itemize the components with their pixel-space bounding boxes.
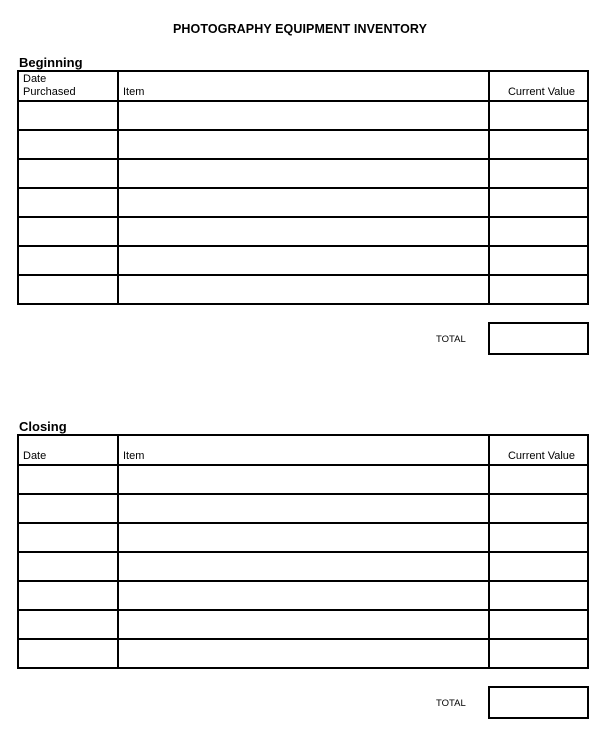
date-cell[interactable] (18, 246, 118, 275)
date-cell[interactable] (18, 159, 118, 188)
closing-inventory-table (17, 434, 589, 669)
date-cell[interactable] (18, 581, 118, 610)
current-value-cell[interactable] (489, 639, 588, 668)
current-value-cell[interactable] (489, 101, 588, 130)
date-cell[interactable] (18, 523, 118, 552)
item-cell[interactable] (118, 639, 489, 668)
item-cell[interactable] (118, 275, 489, 304)
table-header-row (18, 435, 588, 465)
closing-total-field[interactable] (488, 686, 589, 719)
table-row (18, 188, 588, 217)
purchased-header-line: Purchased (23, 86, 76, 98)
item-cell[interactable] (118, 246, 489, 275)
item-column-header: Item (118, 435, 489, 465)
table-row (18, 494, 588, 523)
current-value-cell[interactable] (489, 610, 588, 639)
page-title: PHOTOGRAPHY EQUIPMENT INVENTORY (172, 22, 428, 36)
current-value-cell[interactable] (489, 159, 588, 188)
current-value-cell[interactable] (489, 188, 588, 217)
item-cell[interactable] (118, 610, 489, 639)
date-cell[interactable] (18, 188, 118, 217)
table-row (18, 246, 588, 275)
table-row (18, 130, 588, 159)
date-cell[interactable] (18, 217, 118, 246)
current-value-cell[interactable] (489, 494, 588, 523)
date-cell[interactable] (18, 494, 118, 523)
date-cell[interactable] (18, 101, 118, 130)
current-value-cell[interactable] (489, 523, 588, 552)
current-value-column-header: Current Value (489, 435, 588, 465)
item-cell[interactable] (118, 217, 489, 246)
table-row (18, 159, 588, 188)
table-row (18, 639, 588, 668)
closing-section-heading: Closing (19, 419, 67, 434)
item-cell[interactable] (118, 523, 489, 552)
current-value-cell[interactable] (489, 552, 588, 581)
item-cell[interactable] (118, 159, 489, 188)
date-purchased-column-header (18, 71, 118, 101)
date-cell[interactable] (18, 465, 118, 494)
current-value-cell[interactable] (489, 246, 588, 275)
current-value-cell[interactable] (489, 217, 588, 246)
beginning-section-heading: Beginning (19, 55, 83, 70)
date-column-header: Date (18, 435, 118, 465)
table-header-row (18, 71, 588, 101)
date-cell[interactable] (18, 639, 118, 668)
closing-total-label: TOTAL (436, 698, 466, 709)
date-cell[interactable] (18, 610, 118, 639)
beginning-total-label: TOTAL (436, 334, 466, 345)
table-row (18, 275, 588, 304)
table-row (18, 581, 588, 610)
date-header-line: Date (23, 73, 47, 85)
current-value-cell[interactable] (489, 275, 588, 304)
item-cell[interactable] (118, 188, 489, 217)
beginning-inventory-table (17, 70, 589, 305)
beginning-total-field[interactable] (488, 322, 589, 355)
table-row (18, 610, 588, 639)
table-row (18, 217, 588, 246)
item-cell[interactable] (118, 465, 489, 494)
table-row (18, 523, 588, 552)
item-cell[interactable] (118, 581, 489, 610)
table-row (18, 101, 588, 130)
item-cell[interactable] (118, 101, 489, 130)
item-cell[interactable] (118, 130, 489, 159)
item-cell[interactable] (118, 552, 489, 581)
date-cell[interactable] (18, 552, 118, 581)
current-value-column-header: Current Value (489, 71, 588, 101)
item-column-header: Item (118, 71, 489, 101)
current-value-cell[interactable] (489, 130, 588, 159)
current-value-cell[interactable] (489, 581, 588, 610)
date-cell[interactable] (18, 275, 118, 304)
item-cell[interactable] (118, 494, 489, 523)
date-cell[interactable] (18, 130, 118, 159)
current-value-cell[interactable] (489, 465, 588, 494)
table-row (18, 552, 588, 581)
table-row (18, 465, 588, 494)
